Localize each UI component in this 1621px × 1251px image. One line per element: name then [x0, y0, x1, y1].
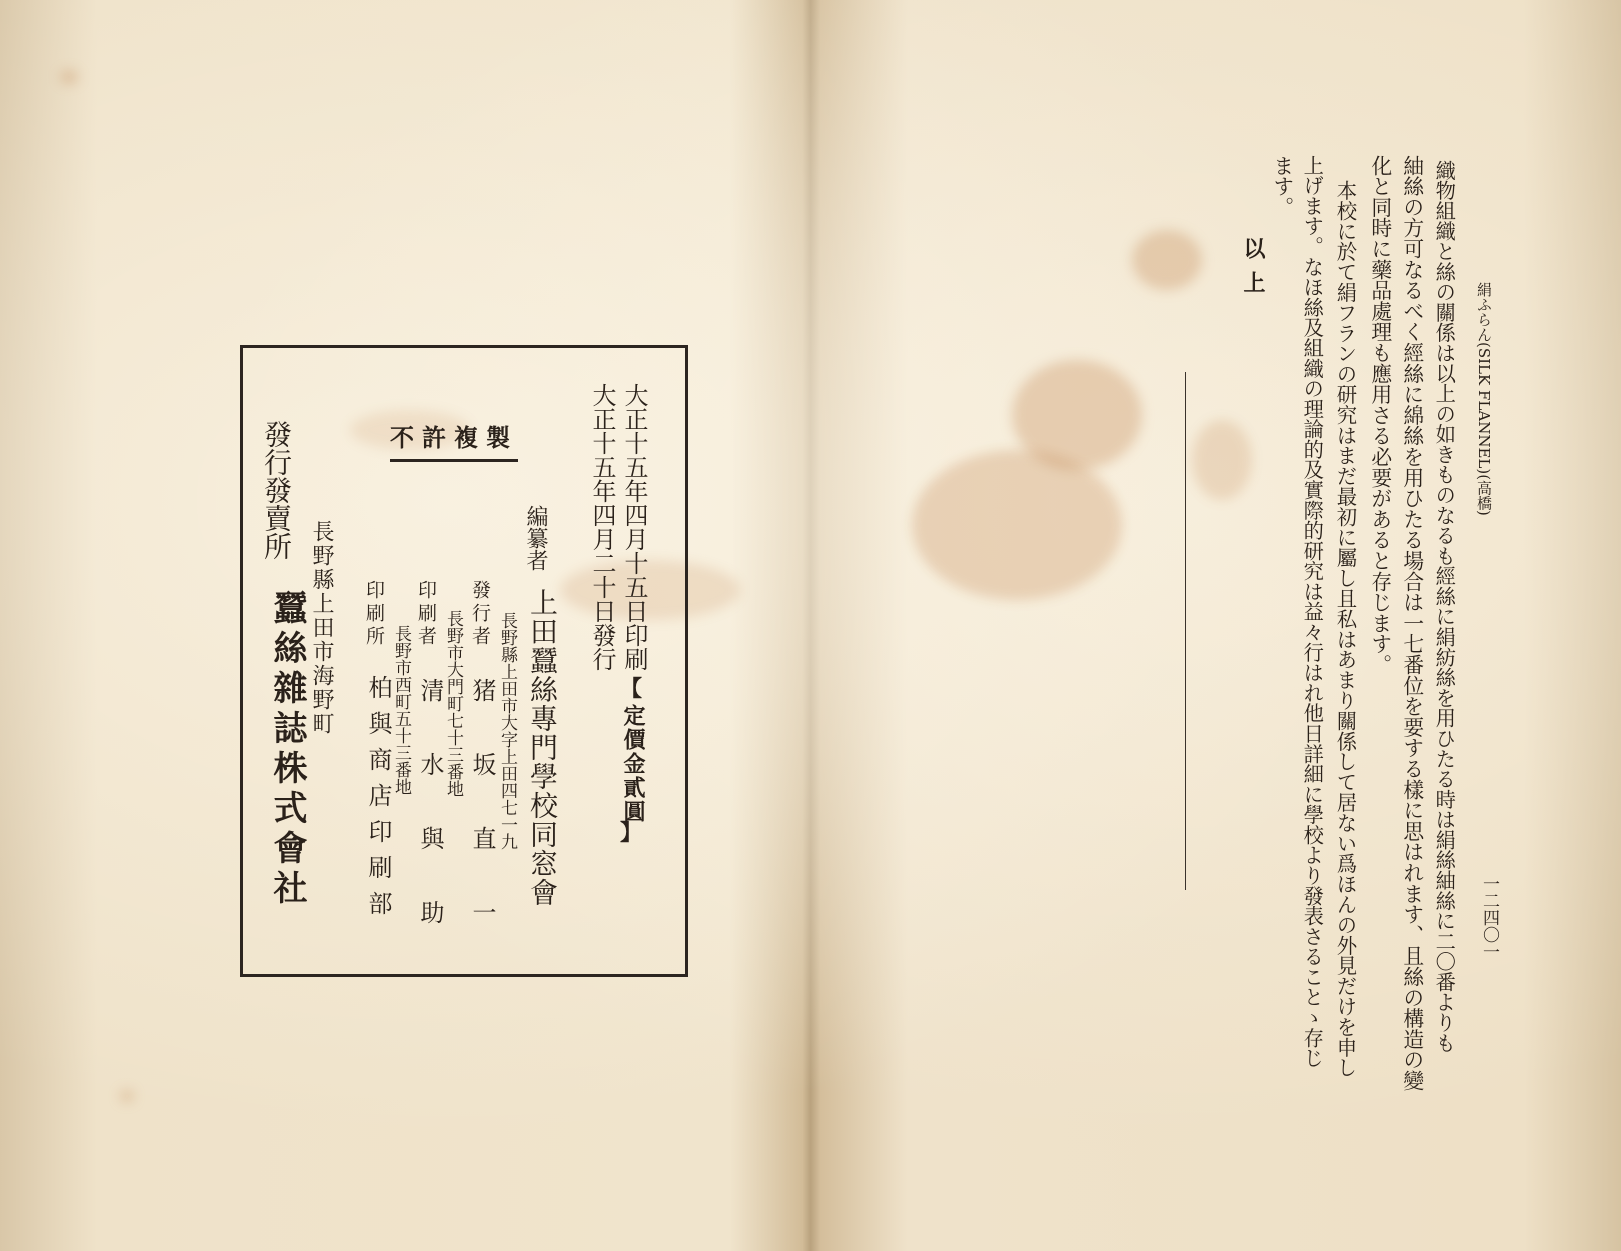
print-shop-address: 長野市西町五十三番地	[391, 625, 411, 795]
body-line-2: 紬絲の方可なるべく經絲に綿絲を用ひたる場合は一七番位を要する樣に思はれます、且絲の構造の變	[1399, 155, 1424, 1091]
body-line-3: 化と同時に藥品處理も應用さる必要があると存じます。	[1367, 155, 1392, 675]
publisher-label: 發行者	[469, 580, 491, 649]
left-page	[0, 0, 808, 1251]
printer-name: 清水與助	[416, 678, 444, 974]
paper-stain	[120, 1090, 134, 1102]
printer-label: 印刷者	[415, 580, 437, 649]
page-number: 一二四〇一	[1479, 875, 1499, 960]
price-bracket-open: 【	[620, 676, 643, 702]
paper-stain	[912, 450, 1122, 600]
distributor-address: 長野縣上田市海野町	[309, 520, 334, 736]
price: 定價金貳圓	[620, 704, 646, 824]
paper-stain	[1132, 230, 1202, 290]
printed-date: 大正十五年四月十五日印刷	[620, 383, 648, 671]
body-line-5: 上げます。なほ絲及組織の理論的及實際的研究は益々行はれ他日詳細に學校より發表さることゝ存じ	[1300, 155, 1325, 1069]
body-line-4: 本校に於て絹フランの研究はまだ最初に屬し且私はあまり關係して居ない爲ほんの外見だけを申し	[1333, 180, 1358, 1078]
distributor-label: 發行發賣所	[260, 420, 293, 560]
paper-stain	[60, 70, 78, 84]
body-line-1: 織物組織と絲の關係は以上の如きものなるも經絲に絹紡絲を用ひたる時は絹絲紬絲に二〇番よりも	[1432, 160, 1457, 1053]
closing-ijo: 以上	[1240, 237, 1266, 305]
distributor-name: 蠶絲雜誌株式會社	[267, 590, 307, 910]
right-page	[812, 0, 1621, 1251]
page-header: 絹ふらん(SILK FLANNEL)(高橋)	[1475, 282, 1493, 516]
editor-label: 編纂者	[523, 505, 548, 571]
paper-stain	[1192, 420, 1252, 500]
editor-name: 上田蠶絲專門學校同窓會	[526, 588, 559, 907]
reproduction-notice: 不許複製	[390, 418, 518, 462]
end-rule	[1185, 372, 1186, 890]
price-bracket-close: 】	[620, 820, 643, 846]
printer-address: 長野市大門町七十三番地	[443, 610, 463, 797]
print-shop-name: 柏與商店印刷部	[364, 675, 392, 927]
publisher-name: 猪坂直一	[468, 678, 496, 974]
issued-date: 大正十五年四月二十日發行	[588, 383, 616, 671]
publisher-address: 長野縣上田市大字上田四七一九	[497, 612, 517, 850]
body-line-6: ます。	[1269, 155, 1294, 218]
print-shop-label: 印刷所	[363, 580, 385, 649]
